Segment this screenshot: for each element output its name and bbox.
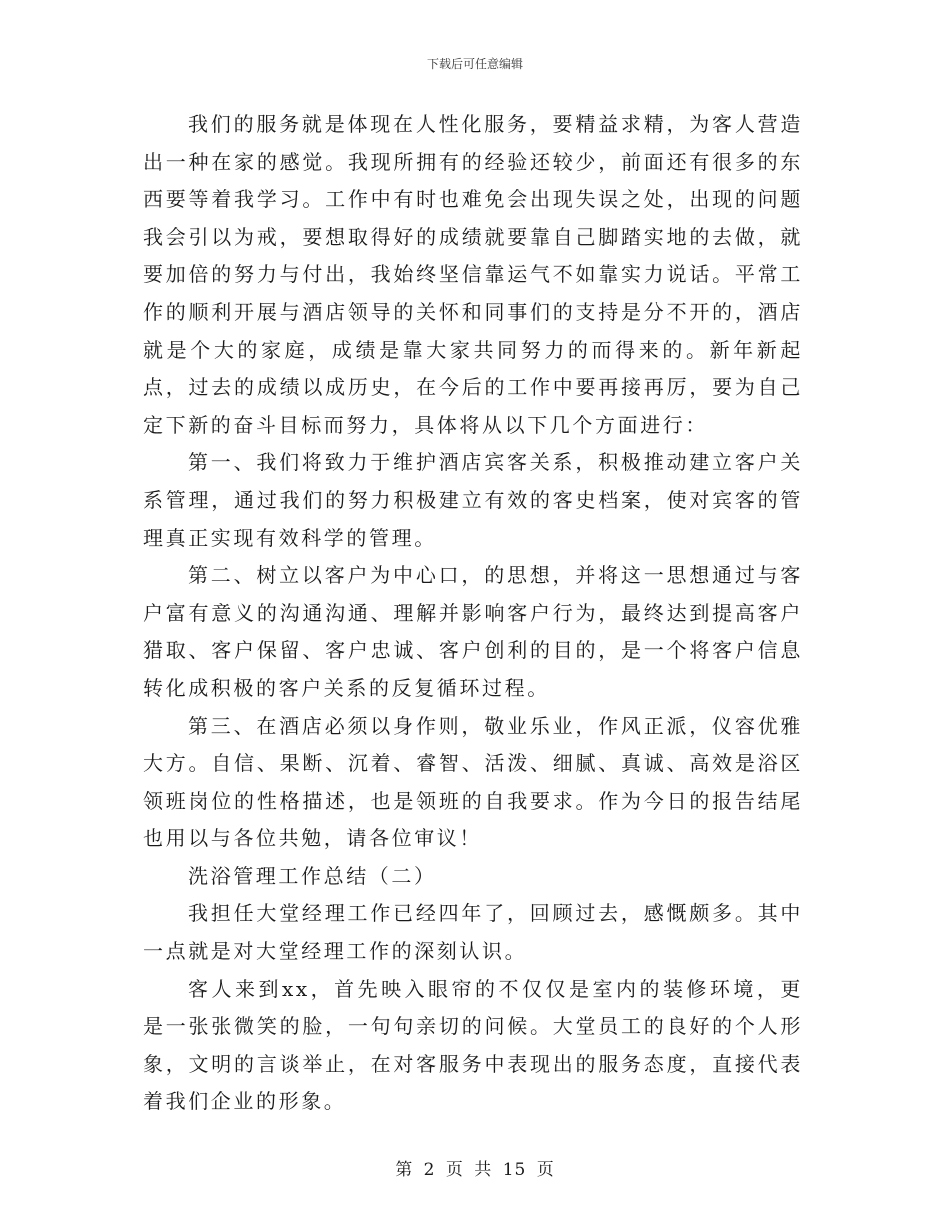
section-heading: 洗浴管理工作总结（二） xyxy=(188,863,437,888)
total-page-count: 15 xyxy=(502,1160,527,1180)
footer-label-gong: 共 xyxy=(474,1160,493,1180)
footer-label-di: 第 xyxy=(395,1160,414,1180)
page-header: 下载后可任意编辑 xyxy=(426,57,523,71)
paragraph-4: 第三、在酒店必须以身作则，敬业乐业，作风正派，仪容优雅大方。自信、果断、沉着、睿智、活泼、细腻、真诚、高效是浴区领班岗位的性格描述，也是领班的自我要求。作为今日的报告结尾也用以与各位共勉，请各位审议！ xyxy=(143,713,803,851)
footer-label-ye: 页 xyxy=(445,1160,464,1180)
page-footer xyxy=(0,1155,950,1180)
paragraph-5: 我担任大堂经理工作已经四年了，回顾过去，感慨颇多。其中一点就是对大堂经理工作的深刻认识。 xyxy=(143,901,803,964)
footer-label-ye-2: 页 xyxy=(536,1160,555,1180)
paragraph-6: 客人来到xx，首先映入眼帘的不仅仅是室内的装修环境，更是一张张微笑的脸，一句句亲切的问候。大堂员工的良好的个人形象，文明的言谈举止，在对客服务中表现出的服务态度，直接代表着我们企业的形象。 xyxy=(143,976,803,1114)
paragraph-2: 第一、我们将致力于维护酒店宾客关系，积极推动建立客户关系管理，通过我们的努力积极建立有效的客史档案，使对宾客的管理真正实现有效科学的管理。 xyxy=(143,450,803,550)
paragraph-3: 第二、树立以客户为中心口，的思想，并将这一思想通过与客户富有意义的沟通沟通、理解并影响客户行为，最终达到提高客户猎取、客户保留、客户忠诚、客户创利的目的，是一个将客户信息转化成积极的客户关系的反复循环过程。 xyxy=(143,563,803,700)
document-body xyxy=(143,106,803,1121)
paragraph-1: 我们的服务就是体现在人性化服务，要精益求精，为客人营造出一种在家的感觉。我现所拥有的经验还较少，前面还有很多的东西要等着我学习。工作中有时也难免会出现失误之处，出现的问题我会引以为戒，要想取得好的成绩就要靠自己脚踏实地的去做，就要加倍的努力与付出，我始终坚信靠运气不如靠实力说话。平常工作的顺利开展与酒店领导的关怀和同事们的支持是分不开的，酒店就是个大的家庭，成绩是靠大家共同努力的而得来的。新年新起点，过去的成绩以成历史，在今后的工作中要再接再厉，要为自己定下新的奋斗目标而努力，具体将从以下几个方面进行： xyxy=(143,112,803,437)
current-page-number: 2 xyxy=(423,1160,436,1180)
